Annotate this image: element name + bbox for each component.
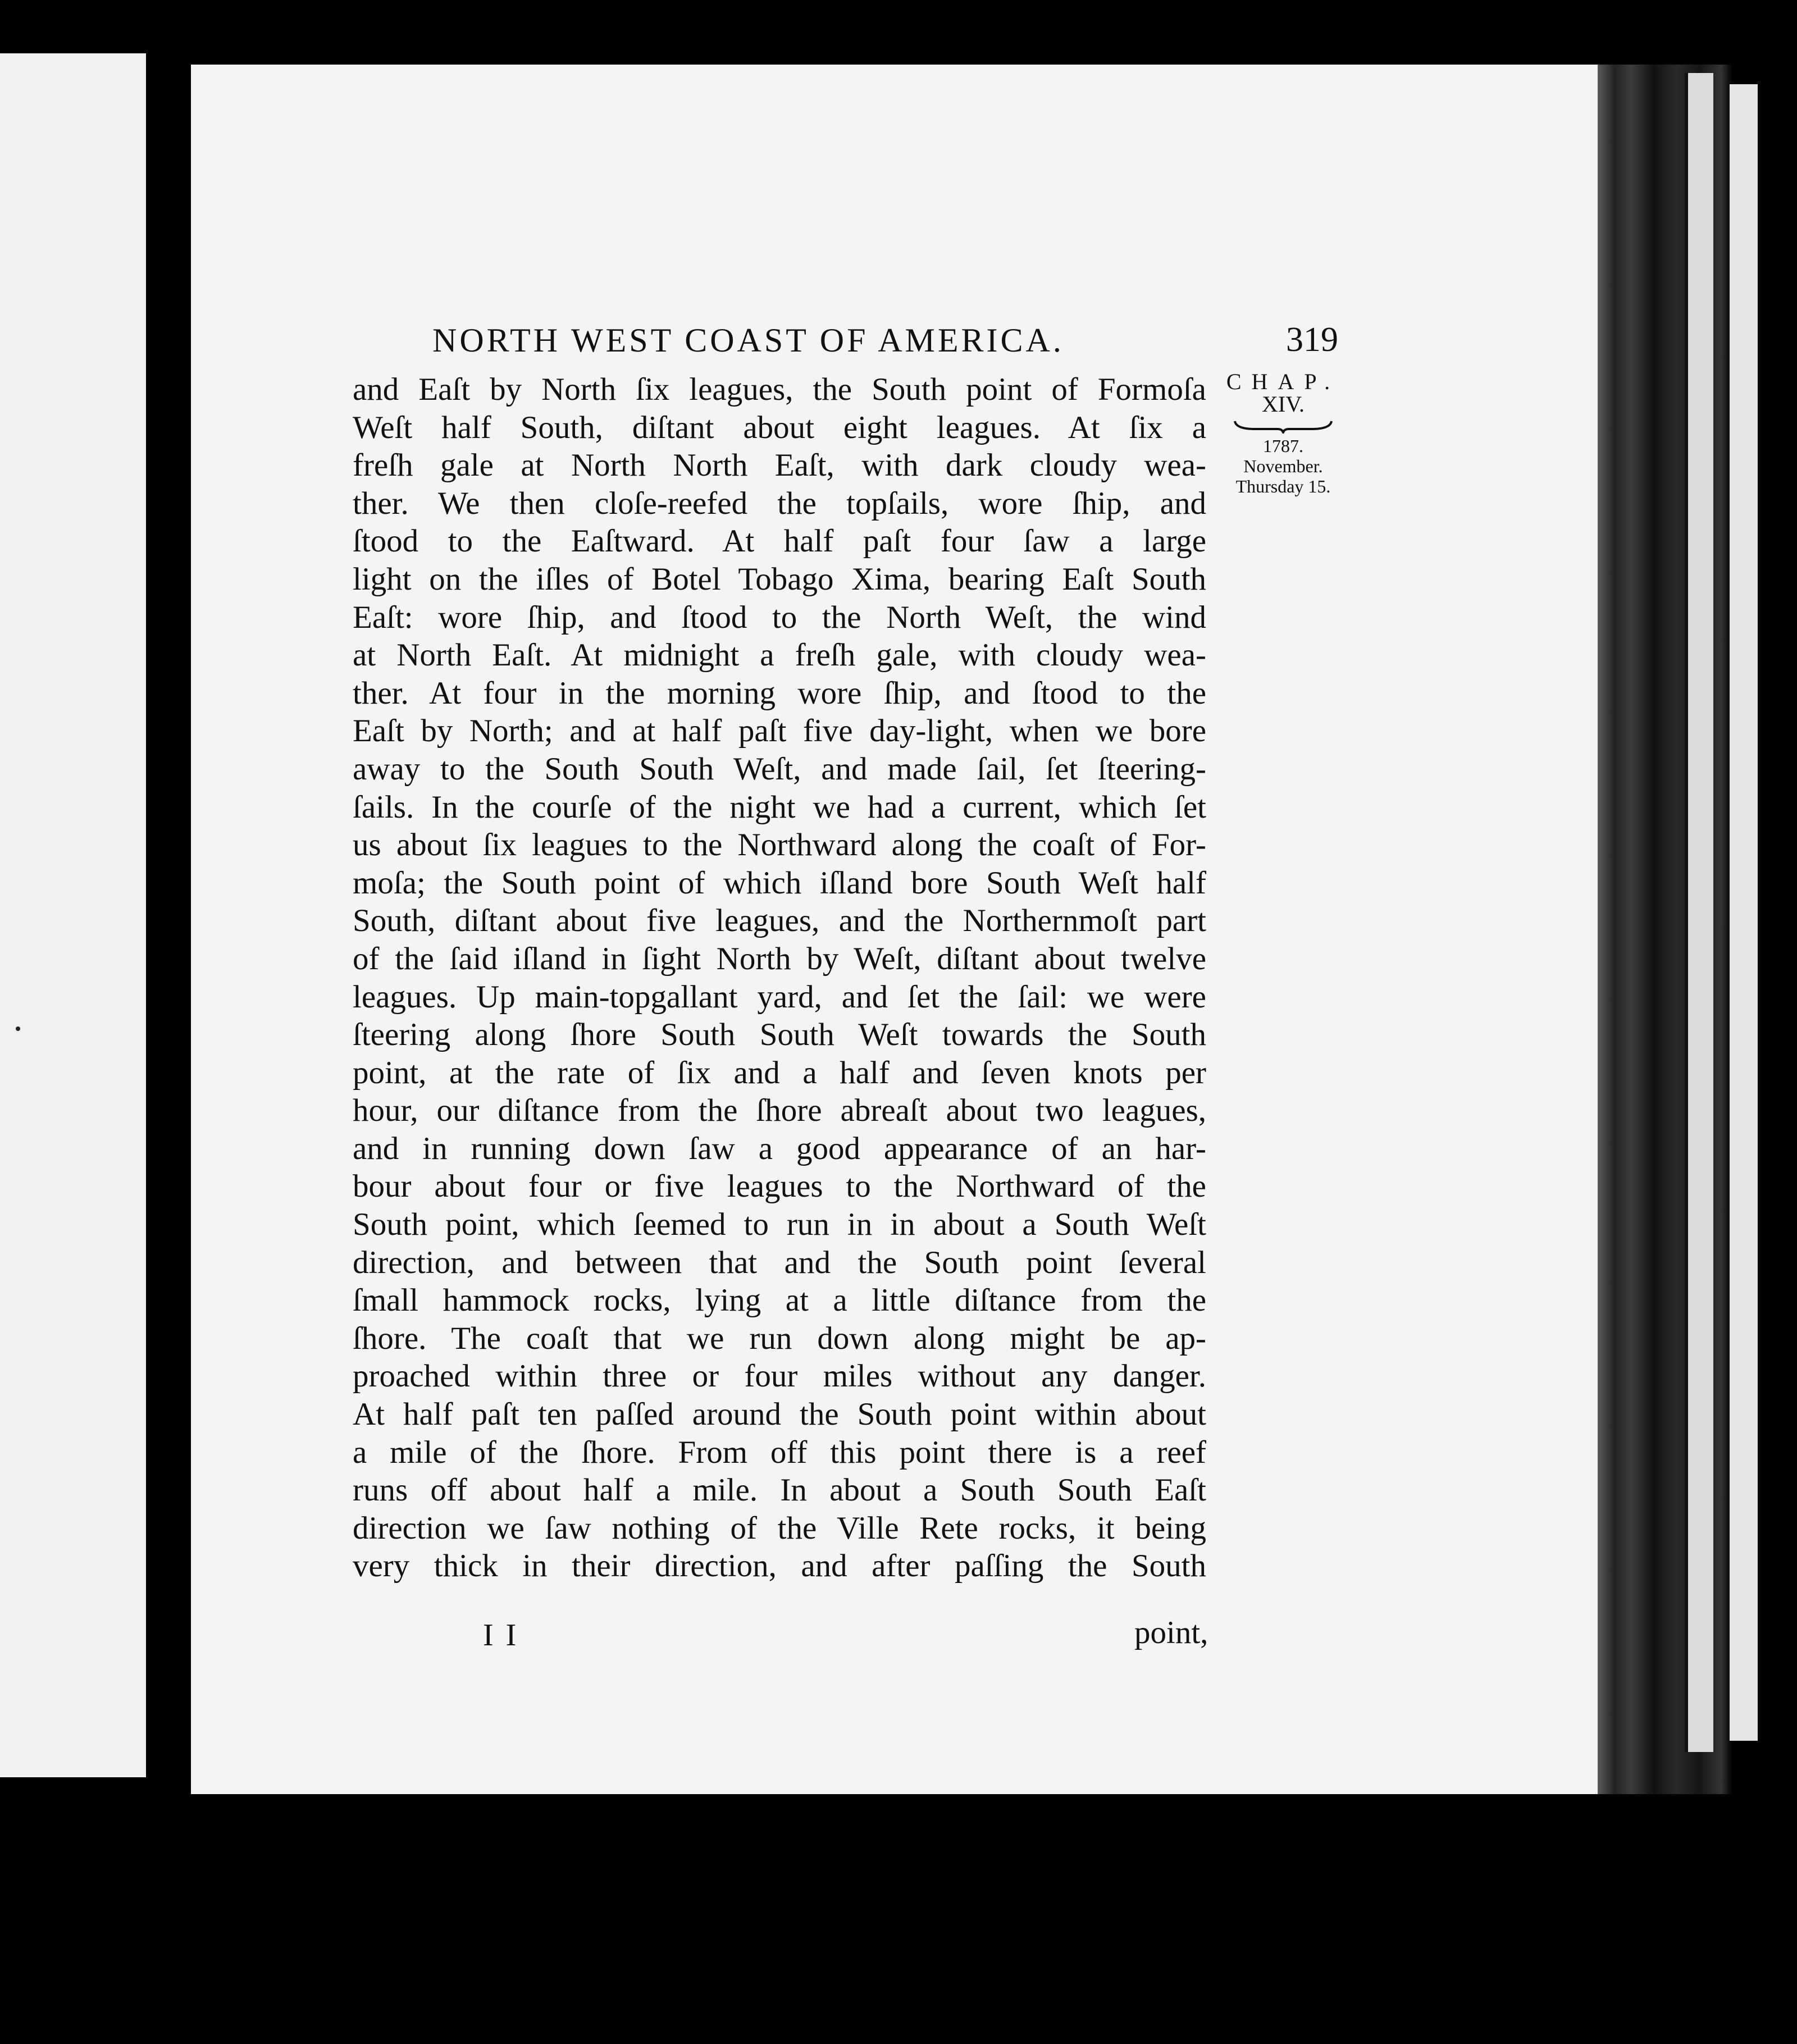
text-line: bour about four or five leagues to the Northward of the	[353, 1169, 1206, 1204]
signature-mark: I I	[483, 1618, 519, 1653]
chapter-label: CHAP.	[1226, 369, 1340, 394]
text-line: point, at the rate of ſix and a half and ſeven knots per	[353, 1055, 1206, 1091]
chapter-number: XIV.	[1262, 391, 1305, 417]
text-line: us about ſix leagues to the Northward along the coaſt of For-	[353, 827, 1206, 863]
catchword: point,	[1134, 1615, 1208, 1650]
text-line: moſa; the South point of which iſland bore South Weſt half	[353, 865, 1206, 901]
text-line: at North Eaſt. At midnight a freſh gale, with cloudy wea-	[353, 637, 1206, 673]
page-number: 319	[1286, 321, 1338, 359]
text-line: direction, and between that and the South point ſeveral	[353, 1244, 1206, 1280]
text-line: ther. At four in the morning wore ſhip, and ſtood to the	[353, 675, 1206, 711]
running-head: NORTH WEST COAST OF AMERICA.	[432, 322, 1064, 359]
text-line: leagues. Up main-topgallant yard, and ſet the ſail: we were	[353, 979, 1206, 1015]
text-line: ther. We then cloſe-reefed the topſails, wore ſhip, and	[353, 485, 1206, 521]
text-line: direction we ſaw nothing of the Ville Rete rocks, it being	[353, 1510, 1206, 1546]
text-line: proached within three or four miles without any danger.	[353, 1358, 1206, 1394]
body-text	[353, 371, 1206, 1585]
text-line: and Eaſt by North ſix leagues, the South point of Formoſa	[353, 372, 1206, 407]
page-edge-sheet	[1727, 84, 1758, 1741]
margin-note	[1216, 371, 1351, 496]
text-line: ſmall hammock rocks, lying at a little diſtance from the	[353, 1283, 1206, 1318]
ink-speck	[16, 1026, 20, 1031]
margin-month: November.	[1243, 456, 1323, 476]
text-line: light on the iſles of Botel Tobago Xima, bearing Eaſt South	[353, 561, 1206, 597]
text-line: runs off about half a mile. In about a South South Eaſt	[353, 1472, 1206, 1508]
text-line: ſtood to the Eaſtward. At half paſt four ſaw a large	[353, 523, 1206, 559]
text-line: Eaſt: wore ſhip, and ſtood to the North Weſt, the wind	[353, 599, 1206, 635]
margin-day: Thursday 15.	[1235, 476, 1331, 496]
text-line: South, diſtant about five leagues, and the Northernmoſt part	[353, 903, 1206, 939]
text-line: At half paſt ten paſſed around the South point within about	[353, 1397, 1206, 1432]
text-line: a mile of the ſhore. From off this point there is a reef	[353, 1434, 1206, 1470]
text-line: hour, our diſtance from the ſhore abreaſt about two leagues,	[353, 1093, 1206, 1129]
text-line: very thick in their direction, and after paſſing the South	[353, 1548, 1206, 1584]
text-line: ſteering along ſhore South South Weſt towards the South	[353, 1017, 1206, 1053]
text-line: Weſt half South, diſtant about eight leagues. At ſix a	[353, 409, 1206, 445]
text-line: and in running down ſaw a good appearance of an har-	[353, 1130, 1206, 1166]
brace-ornament	[1233, 419, 1334, 434]
text-line: South point, which ſeemed to run in in about a South Weſt	[353, 1207, 1206, 1243]
facing-page-edge	[0, 53, 146, 1777]
text-line: freſh gale at North North Eaſt, with dark cloudy wea-	[353, 448, 1206, 483]
text-line: ſhore. The coaſt that we run down along might be ap-	[353, 1320, 1206, 1356]
text-line: away to the South South Weſt, and made ſail, ſet ſteering-	[353, 751, 1206, 787]
page-edge-sheet	[1685, 73, 1713, 1752]
text-line: Eaſt by North; and at half paſt five day-light, when we bore	[353, 713, 1206, 749]
margin-year: 1787.	[1263, 436, 1303, 456]
text-line: of the ſaid iſland in ſight North by Weſt, diſtant about twelve	[353, 941, 1206, 977]
text-line: ſails. In the courſe of the night we had a current, which ſet	[353, 789, 1206, 825]
